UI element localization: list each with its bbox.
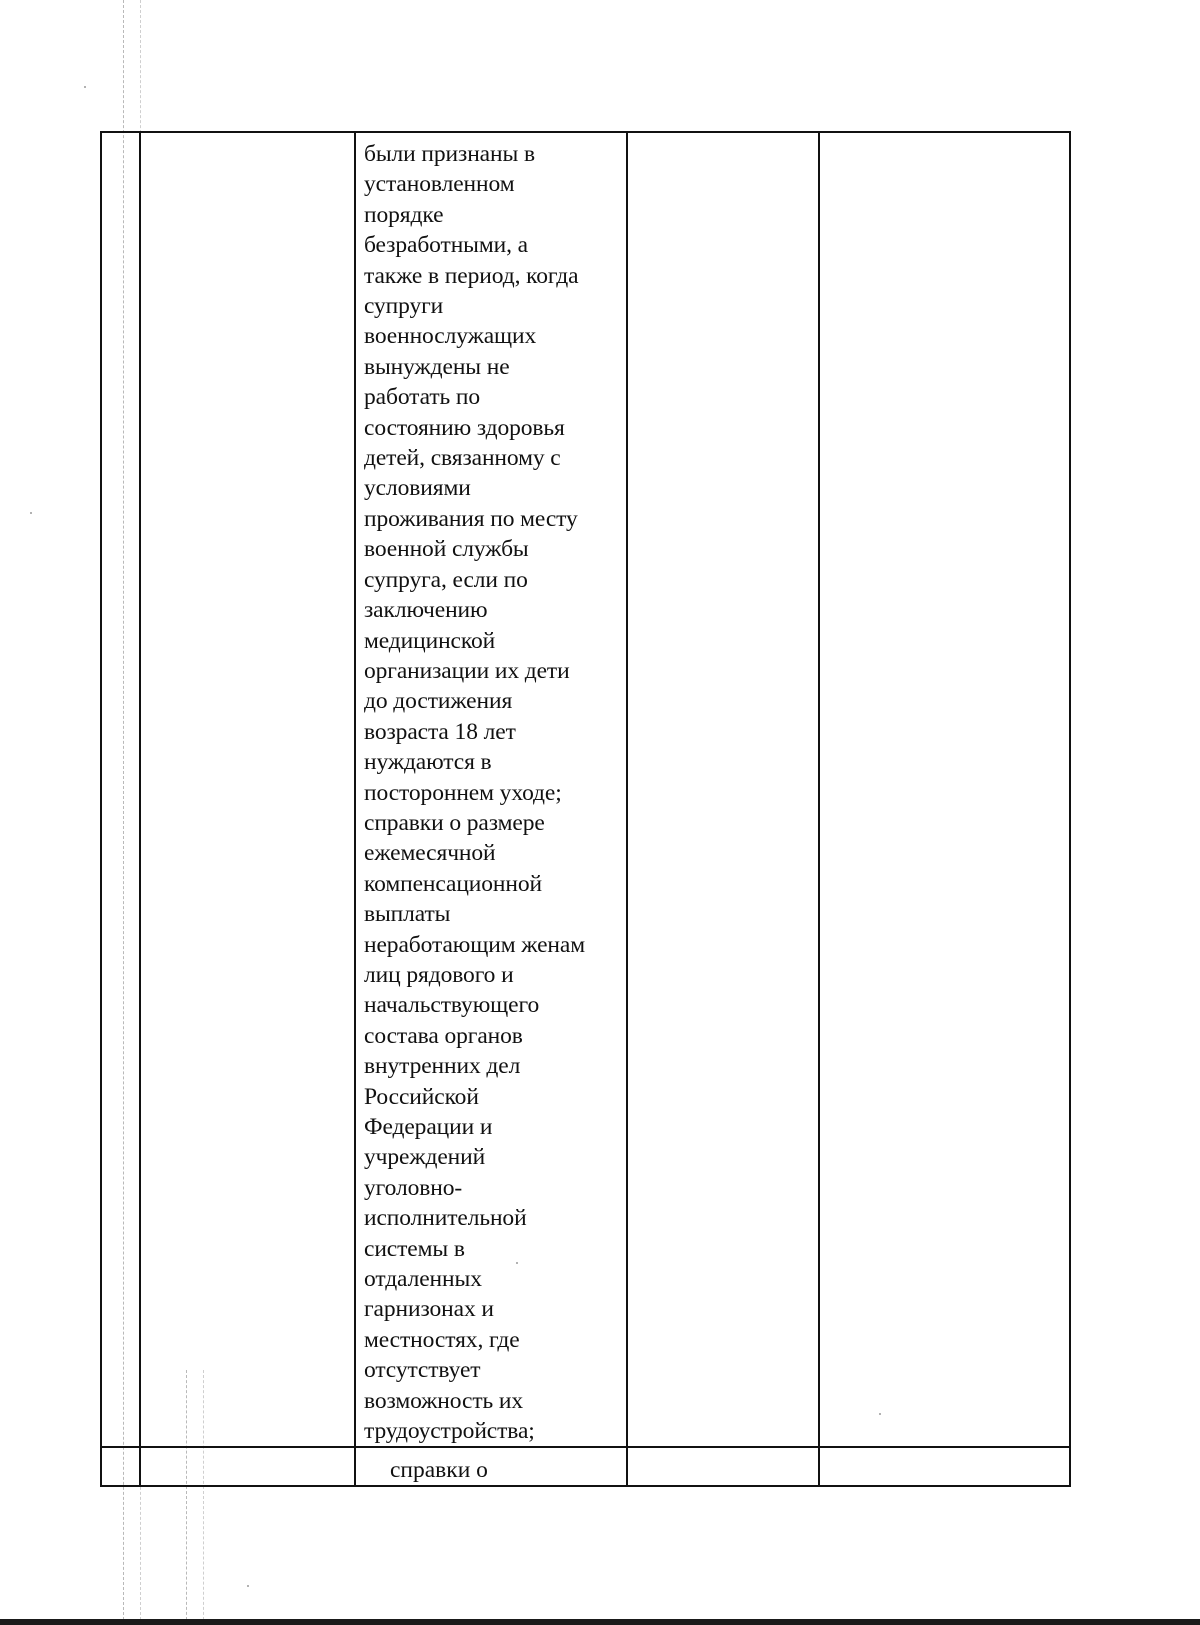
table-row bbox=[101, 1447, 1070, 1486]
scan-bottom-edge bbox=[0, 1619, 1200, 1625]
scan-speck bbox=[247, 1585, 249, 1587]
table-cell-number bbox=[101, 1447, 140, 1486]
scan-speck bbox=[30, 512, 32, 514]
table-cell-service-name bbox=[140, 132, 355, 1447]
documents-text: были признаны в установленном порядке безработными, а также в период, когда супруги военнослужащих вынуждены не работать по состоянию здоровья детей, связанному с условиями проживания по месту военной службы супруга, если по заключению медицинской организации их дети до достижения возраста 18 лет нуждаются в постороннем уходе; справки о размере ежемесячной компенсационной выплаты неработающим женам лиц рядового и начальствующего состава органов внутренних дел Российской Федерации и учреждений уголовно- исполнительной системы в отдаленных гарнизонах и местностях, где отсутствует возможность их трудоустройства; bbox=[364, 141, 585, 1445]
table-cell-col4 bbox=[627, 1447, 819, 1486]
table-cell-service-name bbox=[140, 1447, 355, 1486]
table-cell-col4 bbox=[627, 132, 819, 1447]
documents-text-continued: справки о bbox=[390, 1457, 488, 1484]
table-row bbox=[101, 132, 1070, 1447]
table-cell-documents bbox=[355, 132, 627, 1447]
scan-speck bbox=[84, 86, 86, 88]
table-cell-col5 bbox=[819, 132, 1070, 1447]
table-cell-documents bbox=[355, 1447, 627, 1486]
table-cell-col5 bbox=[819, 1447, 1070, 1486]
document-table bbox=[100, 131, 1071, 1487]
table-cell-number bbox=[101, 132, 140, 1447]
